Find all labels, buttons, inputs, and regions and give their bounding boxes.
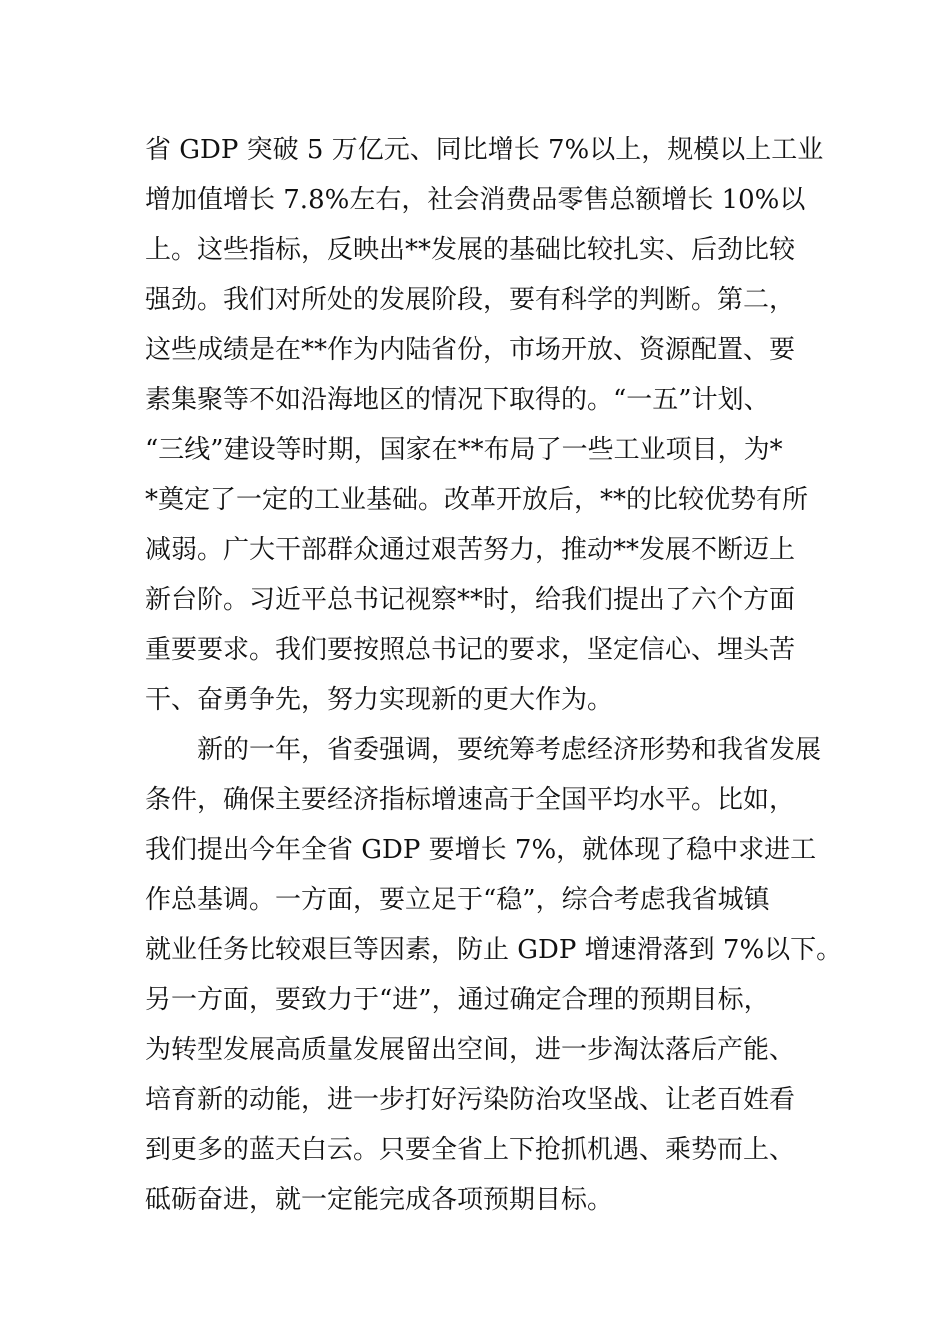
text-line: *奠定了一定的工业基础。改革开放后，**的比较优势有所 — [145, 485, 809, 515]
paragraph-1 — [145, 125, 825, 725]
text-line: 新台阶。习近平总书记视察**时，给我们提出了六个方面 — [145, 585, 796, 615]
text-line: 为转型发展高质量发展留出空间，进一步淘汰落后产能、 — [145, 1035, 796, 1065]
text-line: 这些成绩是在**作为内陆省份，市场开放、资源配置、要 — [145, 335, 796, 365]
text-line: 到更多的蓝天白云。只要全省上下抢抓机遇、乘势而上、 — [145, 1135, 796, 1165]
text-line: 砥砺奋进，就一定能完成各项预期目标。 — [145, 1185, 614, 1215]
paragraph-2 — [145, 725, 843, 1225]
text-line: 就业任务比较艰巨等因素，防止 GDP 增速滑落到 7%以下。 — [145, 935, 843, 965]
text-line: 培育新的动能，进一步打好污染防治攻坚战、让老百姓看 — [145, 1085, 796, 1115]
document-body — [145, 125, 843, 1225]
text-line: “三线”建设等时期，国家在**布局了一些工业项目，为* — [145, 435, 783, 465]
text-line: 干、奋勇争先，努力实现新的更大作为。 — [145, 685, 614, 715]
text-line: 新的一年，省委强调，要统筹考虑经济形势和我省发展 — [145, 735, 822, 765]
text-line: 减弱。广大干部群众通过艰苦努力，推动**发展不断迈上 — [145, 535, 796, 565]
text-line: 条件，确保主要经济指标增速高于全国平均水平。比如， — [145, 785, 796, 815]
text-line: 另一方面，要致力于“进”，通过确定合理的预期目标， — [145, 985, 770, 1015]
text-line: 我们提出今年全省 GDP 要增长 7%，就体现了稳中求进工 — [145, 835, 817, 865]
text-line: 省 GDP 突破 5 万亿元、同比增长 7%以上，规模以上工业 — [145, 135, 824, 165]
text-line: 增加值增长 7.8%左右，社会消费品零售总额增长 10%以 — [145, 185, 806, 215]
text-line: 上。这些指标，反映出**发展的基础比较扎实、后劲比较 — [145, 235, 796, 265]
text-line: 强劲。我们对所处的发展阶段，要有科学的判断。第二， — [145, 285, 796, 315]
text-line: 作总基调。一方面，要立足于“稳”，综合考虑我省城镇 — [145, 885, 770, 915]
text-line: 重要要求。我们要按照总书记的要求，坚定信心、埋头苦 — [145, 635, 796, 665]
text-line: 素集聚等不如沿海地区的情况下取得的。“一五”计划、 — [145, 385, 770, 415]
